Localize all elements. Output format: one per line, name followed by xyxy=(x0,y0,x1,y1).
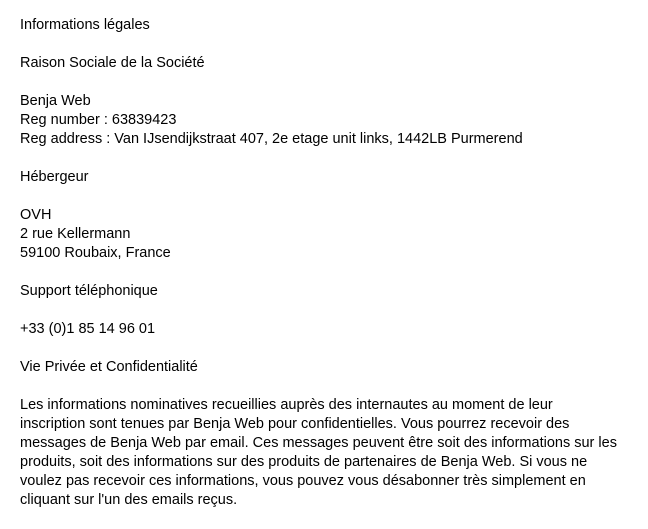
spacer xyxy=(20,187,640,206)
host-city: 59100 Roubaix, France xyxy=(20,245,171,261)
spacer xyxy=(20,339,640,358)
privacy-line: messages de Benja Web par email. Ces messages peuvent être soit des informations sur les xyxy=(20,435,617,451)
spacer xyxy=(20,149,640,168)
company-heading: Raison Sociale de la Société xyxy=(20,55,205,71)
reg-address: Reg address : Van IJsendijkstraat 407, 2e etage unit links, 1442LB Purmerend xyxy=(20,131,523,147)
spacer xyxy=(20,263,640,282)
privacy-heading: Vie Privée et Confidentialité xyxy=(20,359,198,375)
host-name: OVH xyxy=(20,207,52,223)
page-title: Informations légales xyxy=(20,17,150,33)
privacy-line: cliquant sur l'un des emails reçus. xyxy=(20,492,238,508)
host-street: 2 rue Kellermann xyxy=(20,226,131,242)
privacy-line: produits, soit des informations sur des produits de partenaires de Benja Web. Si vous ne xyxy=(20,454,588,470)
spacer xyxy=(20,377,640,396)
company-name: Benja Web xyxy=(20,93,91,109)
privacy-paragraph xyxy=(20,396,640,510)
privacy-line: Les informations nominatives recueillies auprès des internautes au moment de leur xyxy=(20,397,553,413)
reg-number: Reg number : 63839423 xyxy=(20,112,177,128)
host-heading: Hébergeur xyxy=(20,169,89,185)
spacer xyxy=(20,301,640,320)
spacer xyxy=(20,73,640,92)
privacy-line: inscription sont tenues par Benja Web pour confidentielles. Vous pourrez recevoir des xyxy=(20,416,570,432)
privacy-line: voulez pas recevoir ces informations, vous pouvez vous désabonner très simplement en xyxy=(20,473,586,489)
support-phone: +33 (0)1 85 14 96 01 xyxy=(20,321,156,337)
spacer xyxy=(20,35,640,54)
support-heading: Support téléphonique xyxy=(20,283,158,299)
